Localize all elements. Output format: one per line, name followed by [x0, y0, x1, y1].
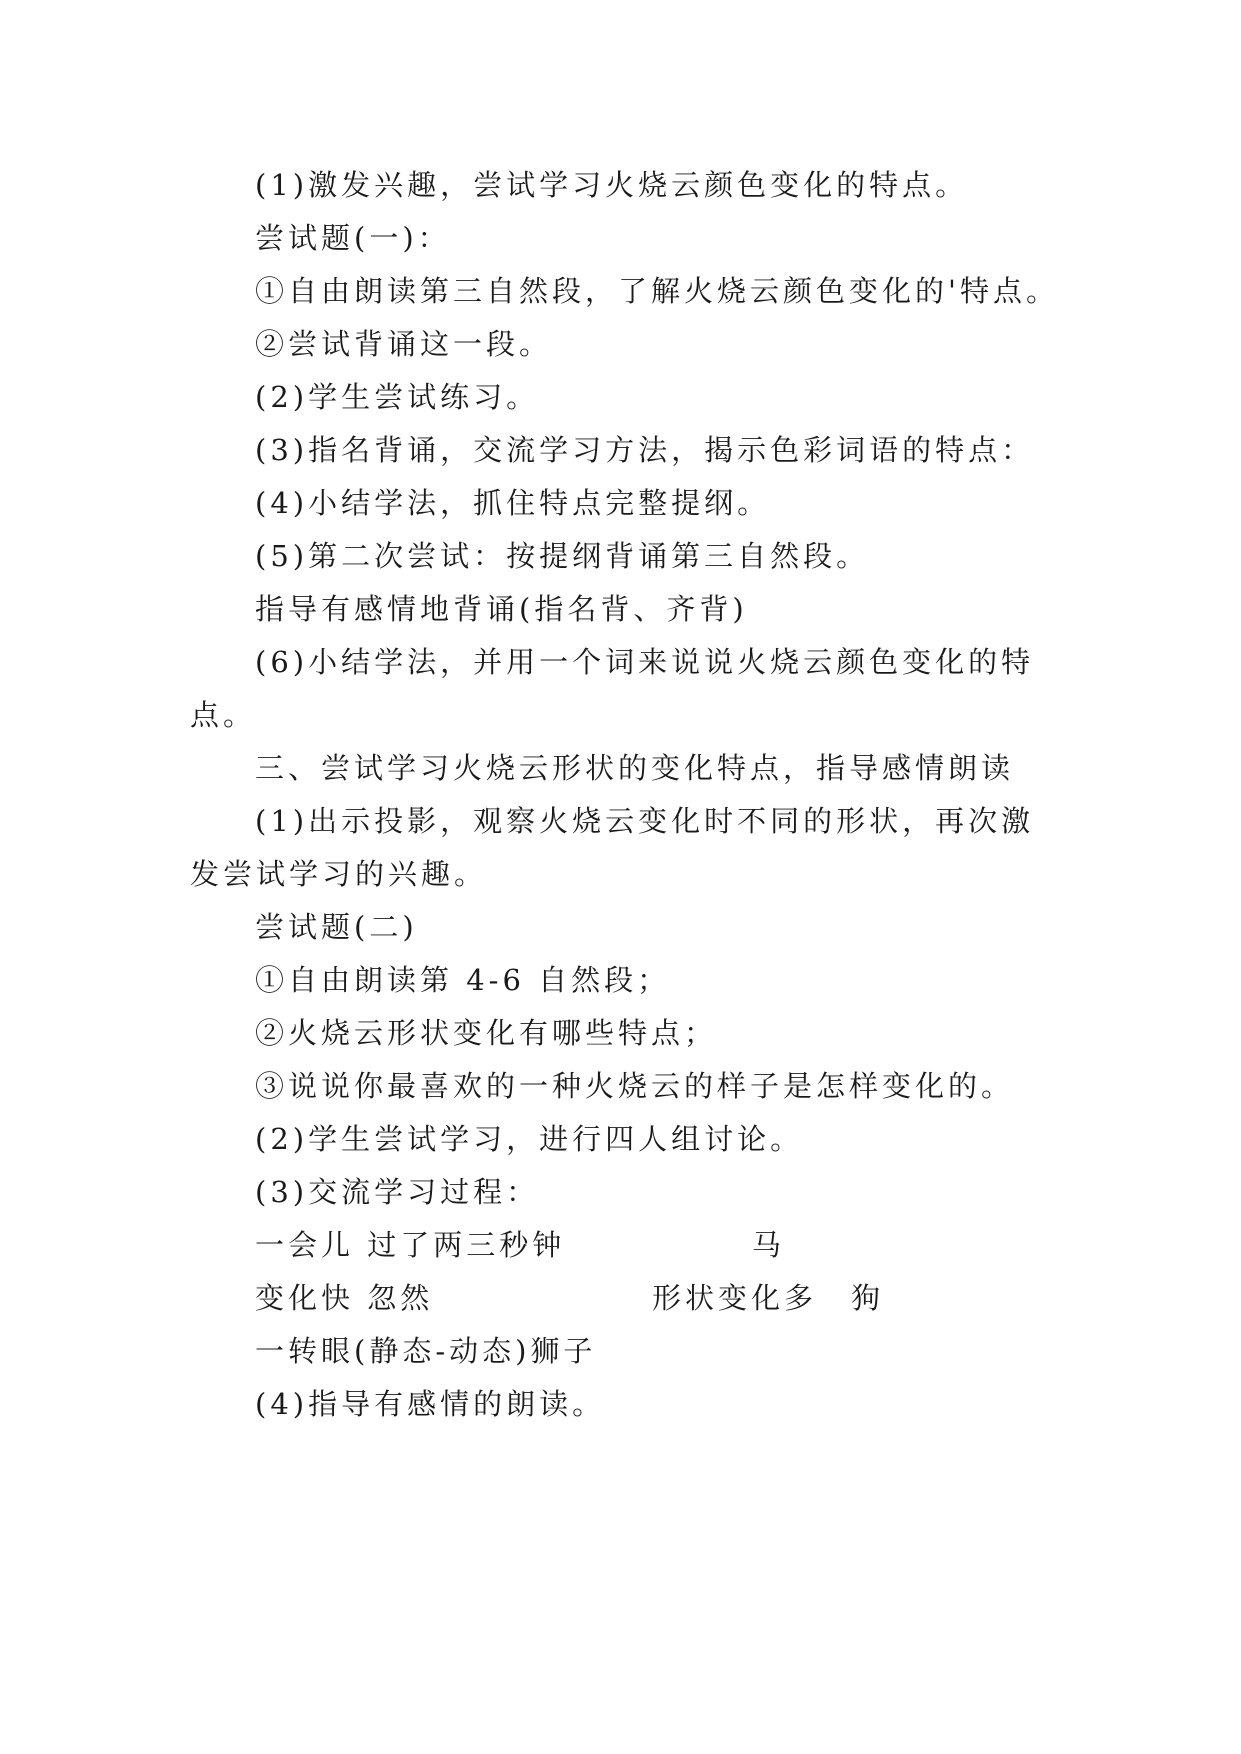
diagram-row2-left: 变化快 忽然: [255, 1281, 434, 1315]
paragraph-line: ①自由朗读第三自然段，了解火烧云颜色变化的'特点。: [255, 274, 1059, 308]
paragraph-line: (2)学生尝试学习，进行四人组讨论。: [255, 1122, 804, 1156]
paragraph-line: (1)出示投影，观察火烧云变化时不同的形状，再次激: [255, 804, 1035, 838]
diagram-row2-middle: 形状变化多: [652, 1281, 818, 1315]
paragraph-line: 尝试题(一)：: [255, 221, 451, 255]
paragraph-line: ②火烧云形状变化有哪些特点；: [255, 1016, 718, 1050]
paragraph-line: ③说说你最喜欢的一种火烧云的样子是怎样变化的。: [255, 1069, 1015, 1103]
section-heading: 三、尝试学习火烧云形状的变化特点，指导感情朗读: [255, 751, 1015, 785]
paragraph-line: (1)激发兴趣，尝试学习火烧云颜色变化的特点。: [255, 168, 969, 202]
paragraph-line: 发尝试学习的兴趣。: [190, 857, 488, 891]
paragraph-line: 指导有感情地背诵(指名背、齐背): [255, 592, 748, 626]
paragraph-line: (4)指导有感情的朗读。: [255, 1387, 606, 1421]
paragraph-line: (2)学生尝试练习。: [255, 380, 540, 414]
paragraph-line: (3)交流学习过程：: [255, 1175, 540, 1209]
paragraph-line: (6)小结学法，并用一个词来说说火烧云颜色变化的特: [255, 645, 1035, 679]
diagram-row1-right: 马: [752, 1228, 786, 1262]
paragraph-line: 尝试题(二): [255, 910, 418, 944]
paragraph-line: ①自由朗读第 4-6 自然段；: [255, 963, 671, 997]
diagram-row1-left: 一会儿 过了两三秒钟: [255, 1228, 566, 1262]
diagram-row-3: 一转眼(静态-动态)狮子: [255, 1334, 597, 1368]
paragraph-line: ②尝试背诵这一段。: [255, 327, 553, 361]
paragraph-line: 点。: [190, 698, 257, 732]
paragraph-line: (4)小结学法，抓住特点完整提纲。: [255, 486, 771, 520]
diagram-row2-right: 狗: [851, 1281, 885, 1315]
paragraph-line: (3)指名背诵，交流学习方法，揭示色彩词语的特点：: [255, 433, 1035, 467]
paragraph-line: (5)第二次尝试：按提纲背诵第三自然段。: [255, 539, 870, 573]
